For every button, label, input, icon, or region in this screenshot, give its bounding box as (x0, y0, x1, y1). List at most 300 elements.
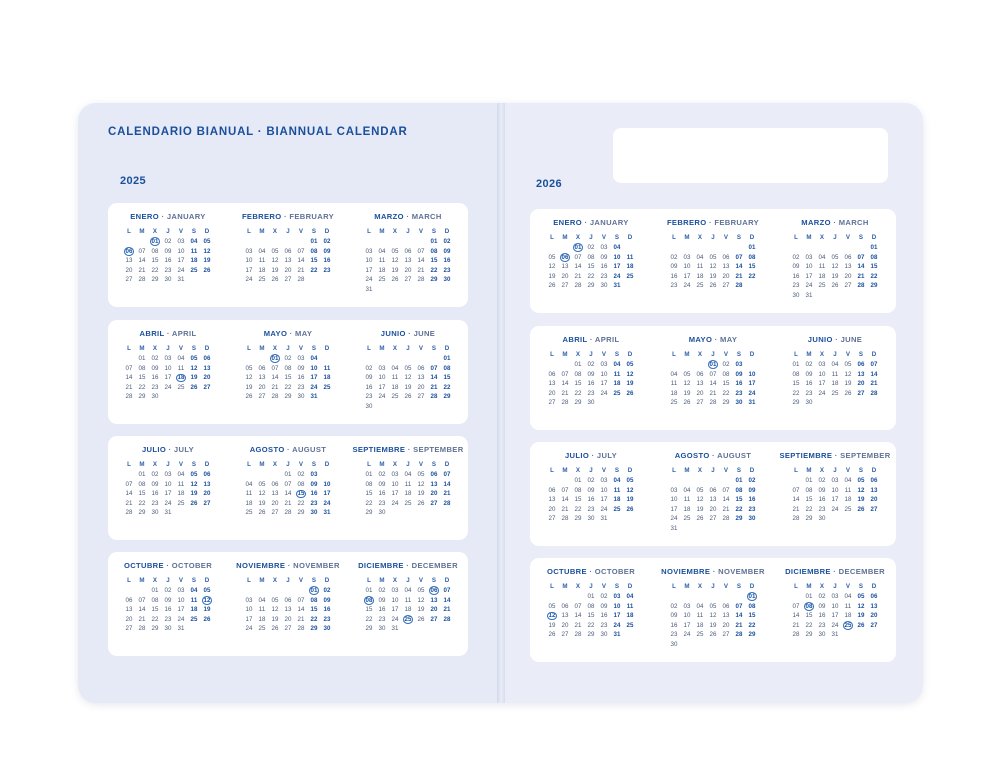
day-cell[interactable]: 29 (365, 509, 373, 517)
day-cell[interactable]: 01 (587, 593, 595, 600)
day-cell[interactable]: 25 (378, 276, 386, 284)
day-cell[interactable]: 04 (177, 355, 185, 362)
day-cell[interactable]: 26 (417, 499, 425, 507)
day-cell[interactable]: 27 (203, 383, 211, 391)
day-cell[interactable]: 25 (670, 399, 678, 407)
day-cell[interactable]: 08 (443, 364, 451, 372)
day-cell[interactable]: 13 (125, 606, 133, 614)
day-cell[interactable]: 30 (164, 625, 172, 633)
day-cell[interactable]: 14 (561, 496, 569, 504)
day-cell[interactable]: 05 (190, 471, 198, 478)
day-cell[interactable]: 14 (138, 257, 146, 265)
day-cell[interactable]: 14 (297, 606, 305, 614)
day-cell[interactable]: 30 (818, 631, 826, 639)
day-cell[interactable]: 20 (284, 266, 292, 274)
day-cell[interactable]: 27 (203, 499, 211, 507)
day-cell[interactable]: 22 (574, 389, 582, 397)
day-cell[interactable]: 17 (177, 606, 185, 614)
day-cell[interactable]: 10 (164, 364, 172, 372)
day-cell[interactable]: 27 (844, 282, 852, 290)
day-cell[interactable]: 08 (138, 480, 146, 488)
day-cell[interactable]: 07 (443, 587, 451, 594)
day-cell[interactable]: 01 (707, 360, 720, 370)
day-cell[interactable]: 06 (123, 247, 136, 257)
day-cell[interactable]: 07 (709, 370, 717, 378)
day-cell[interactable]: 20 (722, 621, 730, 629)
day-cell[interactable]: 28 (125, 509, 133, 517)
day-cell[interactable]: 19 (417, 606, 425, 614)
day-cell[interactable]: 08 (310, 596, 318, 604)
day-cell[interactable]: 03 (177, 238, 185, 245)
day-cell[interactable]: 27 (857, 389, 865, 397)
day-cell[interactable]: 20 (258, 383, 266, 391)
day-cell[interactable]: 26 (626, 389, 634, 397)
day-cell[interactable]: 23 (378, 499, 386, 507)
day-cell[interactable]: 22 (748, 272, 756, 280)
day-cell[interactable]: 05 (683, 370, 691, 378)
day-cell[interactable]: 16 (151, 490, 159, 498)
day-cell[interactable]: 27 (548, 399, 556, 407)
day-cell[interactable]: 13 (430, 480, 438, 488)
day-cell[interactable]: 23 (670, 282, 678, 290)
day-cell[interactable]: 16 (587, 380, 595, 388)
day-cell[interactable]: 01 (138, 471, 146, 478)
day-cell[interactable]: 01 (748, 244, 756, 251)
day-cell[interactable]: 20 (844, 272, 852, 280)
day-cell[interactable]: 02 (323, 238, 331, 245)
day-cell[interactable]: 12 (203, 247, 211, 255)
day-cell[interactable]: 06 (417, 364, 425, 372)
day-cell[interactable]: 16 (151, 374, 159, 382)
day-cell[interactable]: 27 (125, 276, 133, 284)
day-cell[interactable]: 16 (670, 621, 678, 629)
day-cell[interactable]: 09 (164, 247, 172, 255)
day-cell[interactable]: 17 (613, 612, 621, 620)
day-cell[interactable]: 28 (443, 615, 451, 623)
day-cell[interactable]: 17 (323, 490, 331, 498)
day-cell[interactable]: 26 (831, 282, 839, 290)
day-cell[interactable]: 22 (365, 499, 373, 507)
day-cell[interactable]: 10 (245, 257, 253, 265)
day-cell[interactable]: 04 (818, 253, 826, 261)
day-cell[interactable]: 02 (443, 238, 451, 245)
day-cell[interactable]: 31 (177, 625, 185, 633)
day-cell[interactable]: 13 (870, 602, 878, 610)
day-cell[interactable]: 04 (378, 247, 386, 255)
day-cell[interactable]: 29 (870, 282, 878, 290)
day-cell[interactable]: 13 (870, 486, 878, 494)
day-cell[interactable]: 11 (245, 490, 253, 498)
day-cell[interactable]: 27 (271, 509, 279, 517)
day-cell[interactable]: 11 (844, 602, 852, 610)
day-cell[interactable]: 13 (258, 374, 266, 382)
day-cell[interactable]: 05 (548, 602, 556, 610)
day-cell[interactable]: 16 (735, 380, 743, 388)
day-cell[interactable]: 05 (844, 361, 852, 368)
day-cell[interactable]: 28 (722, 515, 730, 523)
day-cell[interactable]: 20 (722, 272, 730, 280)
day-cell[interactable]: 23 (323, 266, 331, 274)
day-cell[interactable]: 26 (190, 383, 198, 391)
day-cell[interactable]: 22 (430, 266, 438, 274)
day-cell[interactable]: 16 (600, 263, 608, 271)
day-cell[interactable]: 08 (284, 364, 292, 372)
day-cell[interactable]: 30 (600, 631, 608, 639)
day-cell[interactable]: 19 (844, 380, 852, 388)
day-cell[interactable]: 18 (670, 389, 678, 397)
day-cell[interactable]: 05 (245, 364, 253, 372)
day-cell[interactable]: 03 (378, 364, 386, 372)
day-cell[interactable]: 29 (138, 393, 146, 401)
day-cell[interactable]: 20 (404, 266, 412, 274)
day-cell[interactable]: 01 (792, 361, 800, 368)
day-cell[interactable]: 22 (587, 272, 595, 280)
day-cell[interactable]: 10 (613, 253, 621, 261)
day-cell[interactable]: 04 (245, 480, 253, 488)
day-cell[interactable]: 29 (443, 393, 451, 401)
day-cell[interactable]: 02 (323, 587, 331, 594)
day-cell[interactable]: 15 (748, 263, 756, 271)
day-cell[interactable]: 17 (683, 621, 691, 629)
day-cell[interactable]: 19 (857, 496, 865, 504)
day-cell[interactable]: 21 (430, 383, 438, 391)
day-cell[interactable]: 05 (709, 253, 717, 261)
day-cell[interactable]: 22 (722, 389, 730, 397)
day-cell[interactable]: 02 (792, 253, 800, 261)
day-cell[interactable]: 11 (177, 364, 185, 372)
day-cell[interactable]: 07 (561, 486, 569, 494)
day-cell[interactable]: 13 (430, 596, 438, 604)
day-cell[interactable]: 02 (818, 477, 826, 484)
day-cell[interactable]: 02 (284, 355, 292, 362)
day-cell[interactable]: 22 (587, 621, 595, 629)
day-cell[interactable]: 08 (297, 480, 305, 488)
day-cell[interactable]: 31 (310, 393, 318, 401)
day-cell[interactable]: 17 (805, 272, 813, 280)
day-cell[interactable]: 03 (600, 361, 608, 368)
day-cell[interactable]: 02 (151, 471, 159, 478)
day-cell[interactable]: 05 (203, 238, 211, 245)
day-cell[interactable]: 16 (443, 257, 451, 265)
day-cell[interactable]: 12 (546, 611, 559, 621)
day-cell[interactable]: 17 (613, 263, 621, 271)
day-cell[interactable]: 06 (428, 586, 441, 596)
day-cell[interactable]: 12 (245, 374, 253, 382)
day-cell[interactable]: 02 (151, 355, 159, 362)
day-cell[interactable]: 25 (696, 282, 704, 290)
day-cell[interactable]: 09 (587, 486, 595, 494)
day-cell[interactable]: 17 (164, 490, 172, 498)
day-cell[interactable]: 07 (138, 247, 146, 255)
day-cell[interactable]: 11 (391, 374, 399, 382)
day-cell[interactable]: 24 (310, 383, 318, 391)
day-cell[interactable]: 09 (151, 364, 159, 372)
day-cell[interactable]: 29 (297, 509, 305, 517)
day-cell[interactable]: 27 (561, 282, 569, 290)
day-cell[interactable]: 15 (574, 380, 582, 388)
day-cell[interactable]: 15 (151, 606, 159, 614)
day-cell[interactable]: 20 (870, 612, 878, 620)
day-cell[interactable]: 17 (818, 380, 826, 388)
day-cell[interactable]: 12 (190, 364, 198, 372)
day-cell[interactable]: 04 (613, 477, 621, 484)
day-cell[interactable]: 14 (561, 380, 569, 388)
day-cell[interactable]: 04 (670, 370, 678, 378)
day-cell[interactable]: 31 (164, 509, 172, 517)
day-cell[interactable]: 04 (190, 587, 198, 594)
day-cell[interactable]: 09 (151, 480, 159, 488)
day-cell[interactable]: 16 (378, 490, 386, 498)
day-cell[interactable]: 03 (365, 247, 373, 255)
day-cell[interactable]: 13 (548, 380, 556, 388)
day-cell[interactable]: 30 (587, 399, 595, 407)
day-cell[interactable]: 19 (548, 272, 556, 280)
day-cell[interactable]: 20 (561, 272, 569, 280)
day-cell[interactable]: 28 (574, 631, 582, 639)
day-cell[interactable]: 17 (378, 383, 386, 391)
day-cell[interactable]: 15 (430, 257, 438, 265)
day-cell[interactable]: 14 (709, 380, 717, 388)
day-cell[interactable]: 20 (430, 606, 438, 614)
day-cell[interactable]: 24 (164, 383, 172, 391)
day-cell[interactable]: 17 (245, 615, 253, 623)
day-cell[interactable]: 21 (574, 621, 582, 629)
day-cell[interactable]: 18 (404, 490, 412, 498)
day-cell[interactable]: 18 (190, 606, 198, 614)
day-cell[interactable]: 05 (391, 247, 399, 255)
day-cell[interactable]: 30 (297, 393, 305, 401)
day-cell[interactable]: 09 (164, 596, 172, 604)
day-cell[interactable]: 28 (792, 631, 800, 639)
day-cell[interactable]: 19 (626, 380, 634, 388)
day-cell[interactable]: 28 (735, 631, 743, 639)
day-cell[interactable]: 03 (391, 471, 399, 478)
day-cell[interactable]: 26 (683, 399, 691, 407)
day-cell[interactable]: 01 (365, 471, 373, 478)
day-cell[interactable]: 12 (844, 370, 852, 378)
day-cell[interactable]: 16 (818, 612, 826, 620)
day-cell[interactable]: 03 (683, 602, 691, 610)
day-cell[interactable]: 05 (271, 247, 279, 255)
day-cell[interactable]: 08 (310, 247, 318, 255)
day-cell[interactable]: 21 (561, 505, 569, 513)
day-cell[interactable]: 24 (683, 631, 691, 639)
day-cell[interactable]: 21 (870, 380, 878, 388)
day-cell[interactable]: 19 (190, 490, 198, 498)
day-cell[interactable]: 09 (805, 370, 813, 378)
day-cell[interactable]: 06 (559, 253, 572, 263)
day-cell[interactable]: 08 (748, 602, 756, 610)
day-cell[interactable]: 30 (748, 515, 756, 523)
day-cell[interactable]: 30 (378, 625, 386, 633)
day-cell[interactable]: 13 (203, 480, 211, 488)
day-cell[interactable]: 27 (417, 393, 425, 401)
day-cell[interactable]: 21 (297, 266, 305, 274)
day-cell[interactable]: 26 (391, 276, 399, 284)
day-cell[interactable]: 28 (443, 499, 451, 507)
day-cell[interactable]: 19 (857, 612, 865, 620)
day-cell[interactable]: 07 (297, 247, 305, 255)
day-cell[interactable]: 15 (365, 490, 373, 498)
day-cell[interactable]: 15 (138, 490, 146, 498)
day-cell[interactable]: 31 (177, 276, 185, 284)
day-cell[interactable]: 21 (125, 499, 133, 507)
day-cell[interactable]: 05 (203, 587, 211, 594)
day-cell[interactable]: 23 (670, 631, 678, 639)
day-cell[interactable]: 24 (177, 266, 185, 274)
day-cell[interactable]: 29 (722, 399, 730, 407)
day-cell[interactable]: 06 (404, 247, 412, 255)
day-cell[interactable]: 17 (391, 490, 399, 498)
day-cell[interactable]: 04 (190, 238, 198, 245)
day-cell[interactable]: 26 (258, 509, 266, 517)
day-cell[interactable]: 30 (818, 515, 826, 523)
day-cell[interactable]: 09 (297, 364, 305, 372)
day-cell[interactable]: 01 (284, 471, 292, 478)
day-cell[interactable]: 10 (831, 602, 839, 610)
day-cell[interactable]: 12 (709, 612, 717, 620)
day-cell[interactable]: 28 (430, 393, 438, 401)
day-cell[interactable]: 14 (430, 374, 438, 382)
day-cell[interactable]: 21 (443, 606, 451, 614)
day-cell[interactable]: 16 (792, 272, 800, 280)
day-cell[interactable]: 12 (404, 374, 412, 382)
day-cell[interactable]: 11 (626, 602, 634, 610)
day-cell[interactable]: 14 (722, 496, 730, 504)
day-cell[interactable]: 15 (805, 612, 813, 620)
day-cell[interactable]: 19 (245, 383, 253, 391)
day-cell[interactable]: 25 (696, 631, 704, 639)
day-cell[interactable]: 09 (323, 596, 331, 604)
day-cell[interactable]: 06 (870, 477, 878, 484)
day-cell[interactable]: 10 (818, 370, 826, 378)
day-cell[interactable]: 01 (138, 355, 146, 362)
day-cell[interactable]: 25 (626, 272, 634, 280)
day-cell[interactable]: 21 (574, 272, 582, 280)
day-cell[interactable]: 22 (805, 621, 813, 629)
day-cell[interactable]: 20 (561, 621, 569, 629)
day-cell[interactable]: 16 (365, 383, 373, 391)
day-cell[interactable]: 07 (138, 596, 146, 604)
day-cell[interactable]: 16 (323, 606, 331, 614)
day-cell[interactable]: 28 (574, 282, 582, 290)
day-cell[interactable]: 23 (748, 505, 756, 513)
day-cell[interactable]: 11 (683, 496, 691, 504)
day-cell[interactable]: 07 (125, 480, 133, 488)
day-cell[interactable]: 14 (792, 612, 800, 620)
day-cell[interactable]: 30 (443, 276, 451, 284)
day-cell[interactable]: 08 (792, 370, 800, 378)
day-cell[interactable]: 13 (417, 374, 425, 382)
day-cell[interactable]: 18 (404, 606, 412, 614)
day-cell[interactable]: 11 (626, 253, 634, 261)
day-cell[interactable]: 21 (125, 383, 133, 391)
day-cell[interactable]: 10 (164, 480, 172, 488)
day-cell[interactable]: 11 (258, 257, 266, 265)
day-cell[interactable]: 18 (831, 380, 839, 388)
day-cell[interactable]: 19 (548, 621, 556, 629)
day-cell[interactable]: 30 (310, 509, 318, 517)
day-cell[interactable]: 23 (735, 389, 743, 397)
day-cell[interactable]: 28 (792, 515, 800, 523)
day-cell[interactable]: 20 (430, 490, 438, 498)
day-cell[interactable]: 05 (417, 471, 425, 478)
day-cell[interactable]: 16 (164, 606, 172, 614)
day-cell[interactable]: 23 (164, 615, 172, 623)
day-cell[interactable]: 29 (587, 631, 595, 639)
day-cell[interactable]: 30 (792, 291, 800, 299)
day-cell[interactable]: 20 (548, 389, 556, 397)
day-cell[interactable]: 15 (151, 257, 159, 265)
day-cell[interactable]: 19 (683, 389, 691, 397)
day-cell[interactable]: 11 (831, 370, 839, 378)
day-cell[interactable]: 06 (844, 253, 852, 261)
day-cell[interactable]: 11 (323, 364, 331, 372)
day-cell[interactable]: 26 (271, 625, 279, 633)
day-cell[interactable]: 09 (735, 370, 743, 378)
day-cell[interactable]: 05 (709, 602, 717, 610)
day-cell[interactable]: 02 (378, 471, 386, 478)
day-cell[interactable]: 01 (149, 237, 162, 247)
day-cell[interactable]: 30 (378, 509, 386, 517)
day-cell[interactable]: 29 (310, 625, 318, 633)
day-cell[interactable]: 06 (696, 370, 704, 378)
day-cell[interactable]: 02 (805, 361, 813, 368)
day-cell[interactable]: 02 (748, 477, 756, 484)
day-cell[interactable]: 04 (258, 247, 266, 255)
day-cell[interactable]: 09 (670, 612, 678, 620)
day-cell[interactable]: 20 (203, 374, 211, 382)
day-cell[interactable]: 25 (245, 509, 253, 517)
day-cell[interactable]: 09 (378, 596, 386, 604)
day-cell[interactable]: 23 (378, 615, 386, 623)
day-cell[interactable]: 08 (363, 596, 376, 606)
day-cell[interactable]: 27 (870, 621, 878, 629)
day-cell[interactable]: 23 (792, 282, 800, 290)
day-cell[interactable]: 11 (696, 263, 704, 271)
day-cell[interactable]: 09 (792, 263, 800, 271)
day-cell[interactable]: 18 (696, 621, 704, 629)
day-cell[interactable]: 05 (831, 253, 839, 261)
day-cell[interactable]: 06 (870, 593, 878, 600)
day-cell[interactable]: 27 (548, 515, 556, 523)
day-cell[interactable]: 03 (164, 355, 172, 362)
day-cell[interactable]: 23 (818, 505, 826, 513)
day-cell[interactable]: 16 (297, 374, 305, 382)
day-cell[interactable]: 12 (857, 486, 865, 494)
day-cell[interactable]: 15 (284, 374, 292, 382)
day-cell[interactable]: 05 (857, 477, 865, 484)
day-cell[interactable]: 11 (844, 486, 852, 494)
day-cell[interactable]: 24 (164, 499, 172, 507)
day-cell[interactable]: 18 (696, 272, 704, 280)
day-cell[interactable]: 17 (600, 496, 608, 504)
day-cell[interactable]: 29 (138, 509, 146, 517)
day-cell[interactable]: 21 (561, 389, 569, 397)
day-cell[interactable]: 09 (378, 480, 386, 488)
day-cell[interactable]: 06 (548, 486, 556, 494)
day-cell[interactable]: 16 (805, 380, 813, 388)
day-cell[interactable]: 07 (284, 480, 292, 488)
day-cell[interactable]: 21 (735, 272, 743, 280)
day-cell[interactable]: 27 (258, 393, 266, 401)
day-cell[interactable]: 13 (709, 496, 717, 504)
day-cell[interactable]: 08 (870, 253, 878, 261)
day-cell[interactable]: 01 (269, 354, 282, 364)
day-cell[interactable]: 09 (443, 247, 451, 255)
day-cell[interactable]: 25 (613, 389, 621, 397)
day-cell[interactable]: 21 (417, 266, 425, 274)
